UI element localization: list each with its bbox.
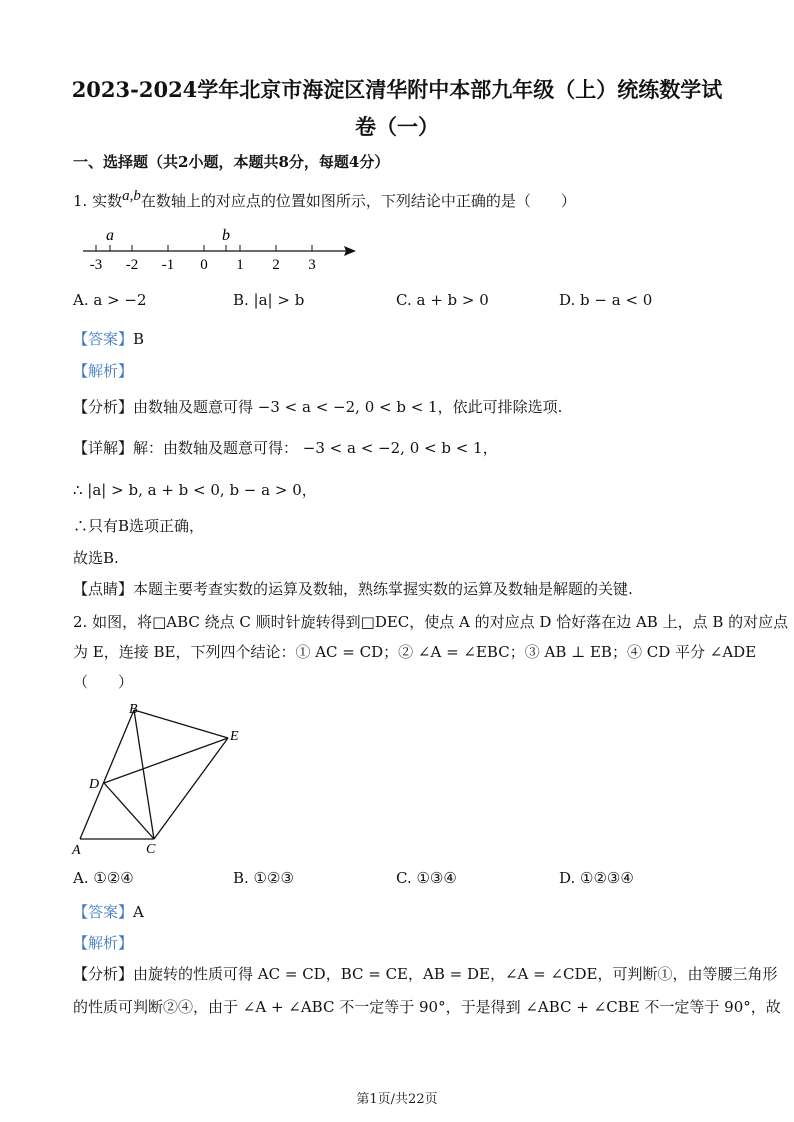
q2-option-d: D. ①②③④ [559,869,634,887]
vertex-a-label: A [72,843,81,858]
q2-option-c: C. ①③④ [396,869,457,887]
q2-fenxi-line2: 的性质可判断②④，由于 ∠A + ∠ABC 不一定等于 90°，于是得到 ∠ABC + ∠CBE 不一定等于 90°，故 [73,998,781,1016]
tick-label: -3 [89,257,103,273]
q1-analysis-tag: 【解析】 [73,362,134,380]
answer-tag: 【答案】 [73,330,134,348]
geometry-figure [68,698,248,863]
q1-step1: ∴ |a| > b, a + b < 0, b − a > 0， [73,481,317,499]
q1-option-b: B. |a| > b [233,291,305,309]
fenxi-tag: 【分析】 [73,965,134,983]
q1-stem [73,190,576,211]
q2-stem-line1: 2. 如图，将□ABC 绕点 C 顺时针旋转得到□DEC，使点 A 的对应点 D 恰好落在边 AB 上，点 B 的对应点 [73,613,789,631]
vertex-c-label: C [146,842,156,857]
segment-de [104,738,228,783]
q1-dianjing [73,578,633,599]
q1-option-d: D. b − a < 0 [559,291,653,309]
tick-label: 2 [272,257,280,273]
page-footer: 第1页/共22页 [356,1092,438,1107]
number-line-figure [80,224,365,274]
fenxi-text: 由数轴及题意可得 −3 < a < −2, 0 < b < 1，依此可排除选项. [133,398,563,416]
answer-tag: 【答案】 [73,903,134,921]
q2-stem-line2: 为 E，连接 BE，下列四个结论：① AC = CD；② ∠A = ∠EBC；③ AB ⊥ EB；④ CD 平分 ∠ADE [73,643,757,661]
point-a-label: a [106,227,114,244]
answer-value: A [133,903,144,921]
q1-fenxi [73,396,562,417]
q2-stem-line3: （ ） [73,673,134,691]
fenxi-tag: 【分析】 [73,398,134,416]
q1-stem-suffix: 在数轴上的对应点的位置如图所示，下列结论中正确的是（ ） [140,192,576,210]
q2-answer [73,901,144,922]
q1-answer [73,328,144,349]
tick-label: -1 [161,257,175,273]
q1-step2: ∴只有B选项正确， [73,517,205,535]
q1-xiangjie [73,437,498,458]
q1-step3: 故选B. [73,549,119,567]
vertex-e-label: E [230,729,239,744]
q2-option-b: B. ①②③ [233,869,294,887]
q2-analysis-tag: 【解析】 [73,934,134,952]
tick-label: 3 [308,257,316,273]
page-title-line1: 2023-2024学年北京市海淀区清华附中本部九年级（上）统练数学试 [71,77,723,102]
vertex-d-label: D [89,777,100,792]
section-heading: 一、选择题（共2小题，本题共8分，每题4分） [73,153,390,171]
vertex-b-label: B [129,702,138,717]
xiangjie-tag: 【详解】 [73,439,134,457]
q1-option-c: C. a + b > 0 [396,291,489,309]
q2-fenxi-line1 [73,963,777,984]
tick-label: 0 [200,257,208,273]
q1-stem-vars: a,b [122,188,141,204]
segment-be [134,710,228,738]
q1-option-a: A. a > −2 [73,291,147,309]
point-b-label: b [222,227,230,244]
q1-stem-prefix: 1. 实数 [73,192,123,210]
tick-label: 1 [236,257,244,273]
q2-option-a: A. ①②④ [73,869,134,887]
segment-ec [154,738,228,839]
dianjing-tag: 【点睛】 [73,580,134,598]
dianjing-text: 本题主要考查实数的运算及数轴，熟练掌握实数的运算及数轴是解题的关键. [133,580,633,598]
xiangjie-text: 解：由数轴及题意可得： −3 < a < −2, 0 < b < 1， [133,439,498,457]
tick-label: -2 [125,257,139,273]
answer-value: B [133,330,145,348]
page-title-line2: 卷（一） [355,114,439,139]
fenxi-text: 由旋转的性质可得 AC = CD，BC = CE，AB = DE，∠A = ∠CDE，可判断①，由等腰三角形 [133,965,778,983]
